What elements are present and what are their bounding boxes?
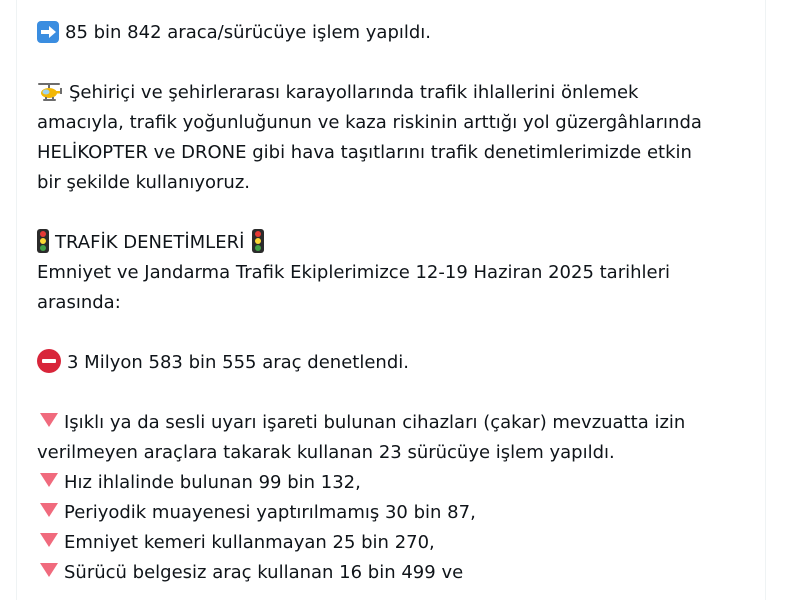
list-item: Sürücü belgesiz araç kullanan 16 bin 499 ve: [37, 558, 757, 588]
red-triangle-down-icon: [40, 563, 58, 577]
tweet-line: 3 Milyon 583 bin 555 araç denetlendi.: [37, 348, 757, 378]
tweet-line: verilmeyen araçlara takarak kullanan 23 sürücüye işlem yapıldı.: [37, 442, 615, 463]
red-triangle-down-icon: [40, 503, 58, 517]
tweet-text: [37, 0, 757, 588]
tweet-line: Emniyet ve Jandarma Trafik Ekiplerimizce 12-19 Haziran 2025 tarihleri: [37, 262, 670, 283]
list-item: Işıklı ya da sesli uyarı işareti bulunan cihazları (çakar) mevzuatta izin: [37, 408, 757, 438]
card-border-right: [765, 0, 766, 600]
list-item: Periyodik muayenesi yaptırılmamış 30 bin 87,: [37, 498, 757, 528]
tweet-line: arasında:: [37, 292, 121, 313]
tweet-line: Şehiriçi ve şehirlerarası karayollarında trafik ihlallerini önlemek: [37, 78, 757, 108]
helicopter-icon: [37, 81, 63, 103]
red-triangle-down-icon: [40, 473, 58, 487]
tweet-line: HELİKOPTER ve DRONE gibi hava taşıtlarını trafik denetimlerimizde etkin: [37, 142, 692, 163]
list-item: Hız ihlalinde bulunan 99 bin 132,: [37, 468, 757, 498]
no-entry-icon: [37, 349, 61, 373]
list-item: Emniyet kemeri kullanmayan 25 bin 270,: [37, 528, 757, 558]
tweet-line: bir şekilde kullanıyoruz.: [37, 172, 251, 193]
traffic-light-icon: [252, 229, 264, 253]
section-heading: TRAFİK DENETİMLERİ: [37, 228, 757, 258]
tweet-line: 85 bin 842 araca/sürücüye işlem yapıldı.: [37, 18, 757, 48]
right-arrow-icon: [37, 21, 59, 43]
card-border-left: [16, 0, 17, 600]
red-triangle-down-icon: [40, 533, 58, 547]
red-triangle-down-icon: [40, 413, 58, 427]
traffic-light-icon: [37, 229, 49, 253]
tweet-line: amacıyla, trafik yoğunluğunun ve kaza riskinin arttığı yol güzergâhlarında: [37, 112, 702, 133]
